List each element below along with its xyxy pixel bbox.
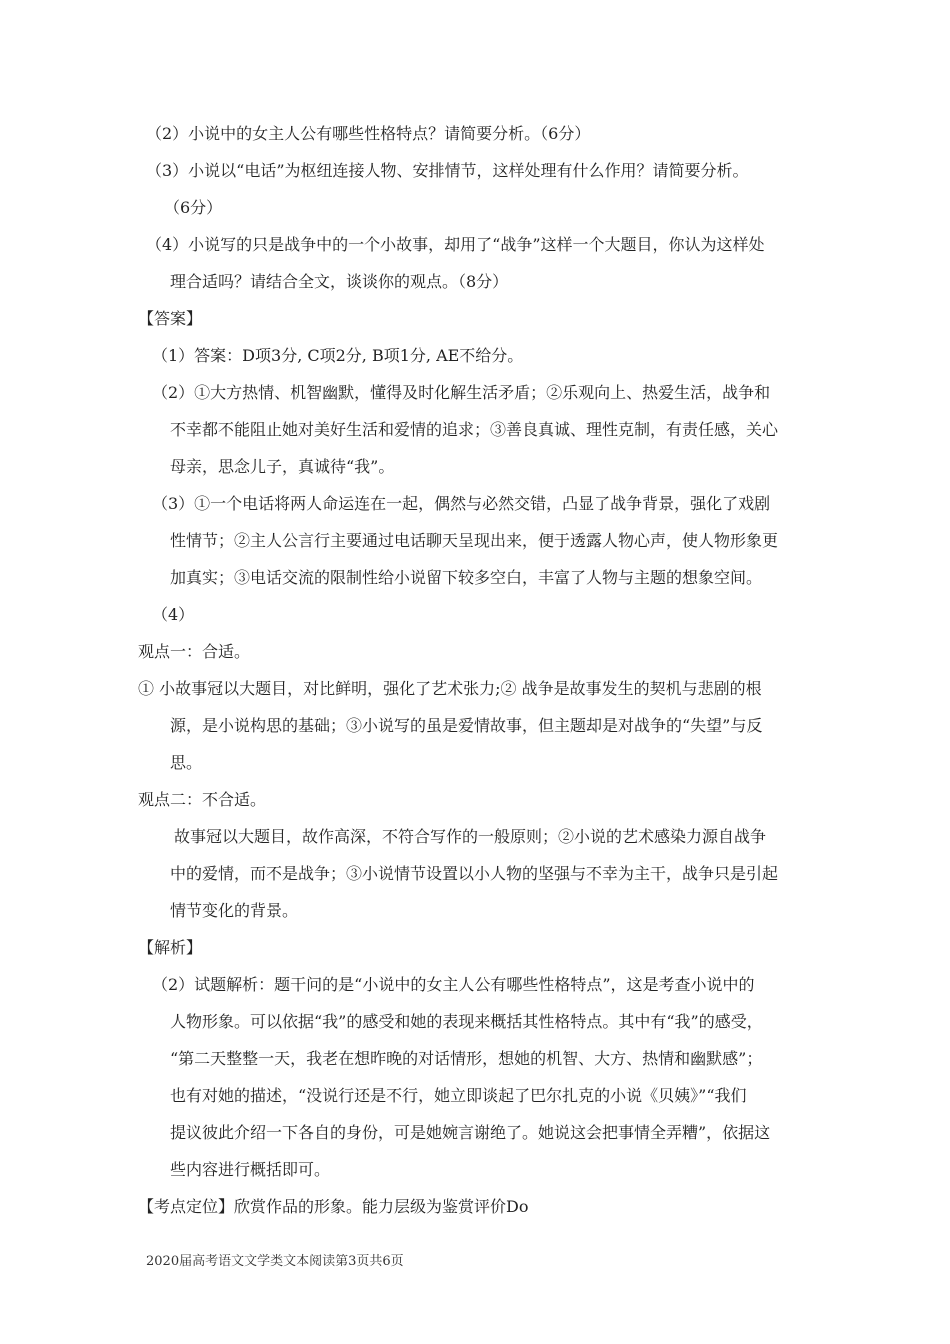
answer-3-line-2: 性情节；②主人公言行主要通过电话聊天呈现出来，便于透露人物心声，使人物形象更 <box>170 531 779 550</box>
analysis-heading: 【解析】 <box>138 938 203 957</box>
answer-2-line-2: 不幸都不能阻止她对美好生活和爱情的追求；③善良真诚、理性克制，有责任感，关心 <box>170 420 779 439</box>
question-3-line-2: （6分） <box>164 198 223 217</box>
answer-3-line-3: 加真实；③电话交流的限制性给小说留下较多空白，丰富了人物与主题的想象空间。 <box>170 568 763 587</box>
analysis-line-2: 人物形象。可以依据“我”的感受和她的表现来概括其性格特点。其中有“我”的感受， <box>170 1012 763 1031</box>
viewpoint-1-heading: 观点一：合适。 <box>138 642 251 661</box>
question-2: （2）小说中的女主人公有哪些性格特点？请简要分析。（6分） <box>146 124 591 143</box>
viewpoint-2-heading: 观点二：不合适。 <box>138 790 267 809</box>
answer-2-line-1: （2）①大方热情、机智幽默，懂得及时化解生活矛盾；②乐观向上、热爱生活，战争和 <box>152 383 771 402</box>
analysis-line-3: “第二天整整一天，我老在想昨晚的对话情形，想她的机智、大方、热情和幽默感”； <box>170 1049 763 1068</box>
answer-2-line-3: 母亲，思念儿子，真诚待“我”。 <box>170 457 395 476</box>
analysis-line-4: 也有对她的描述，“没说行还是不行，她立即谈起了巴尔扎克的小说《贝姨》”“我们 <box>170 1086 747 1105</box>
question-4-line-2: 理合适吗？请结合全文，谈谈你的观点。（8分） <box>170 272 509 291</box>
analysis-line-1: （2）试题解析：题干问的是“小说中的女主人公有哪些性格特点”，这是考查小说中的 <box>152 975 755 994</box>
viewpoint-2-line-3: 情节变化的背景。 <box>170 901 299 920</box>
page-footer: 2020届高考语文文学类文本阅读第3页共6页 <box>146 1254 404 1269</box>
viewpoint-1-line-3: 思。 <box>170 753 203 772</box>
analysis-line-5: 提议彼此介绍一下各自的身份，可是她婉言谢绝了。她说这会把事情全弄糟”，依据这 <box>170 1123 771 1142</box>
viewpoint-1-line-2: 源，是小说构思的基础；③小说写的虽是爱情故事，但主题却是对战争的“失望”与反 <box>170 716 763 735</box>
answer-4-label: （4） <box>152 605 195 624</box>
analysis-line-6: 些内容进行概括即可。 <box>170 1160 331 1179</box>
viewpoint-2-line-1: 故事冠以大题目，故作高深，不符合写作的一般原则；②小说的艺术感染力源自战争 <box>174 827 767 846</box>
question-4-line-1: （4）小说写的只是战争中的一个小故事，却用了“战争”这样一个大题目，你认为这样处 <box>146 235 765 254</box>
question-3-line-1: （3）小说以“电话”为枢纽连接人物、安排情节，这样处理有什么作用？请简要分析。 <box>146 161 749 180</box>
viewpoint-1-line-1: ① 小故事冠以大题目，对比鲜明，强化了艺术张力;② 战争是故事发生的契机与悲剧的根 <box>138 679 762 698</box>
answer-3-line-1: （3）①一个电话将两人命运连在一起，偶然与必然交错，凸显了战争背景，强化了戏剧 <box>152 494 771 513</box>
viewpoint-2-line-2: 中的爱情，而不是战争；③小说情节设置以小人物的坚强与不幸为主干，战争只是引起 <box>170 864 779 883</box>
answer-1: （1）答案：D项3分, C项2分, B项1分, AE不给分。 <box>152 346 524 365</box>
key-point-location: 【考点定位】欣赏作品的形象。能力层级为鉴赏评价Do <box>138 1197 529 1216</box>
answer-heading: 【答案】 <box>138 309 203 328</box>
